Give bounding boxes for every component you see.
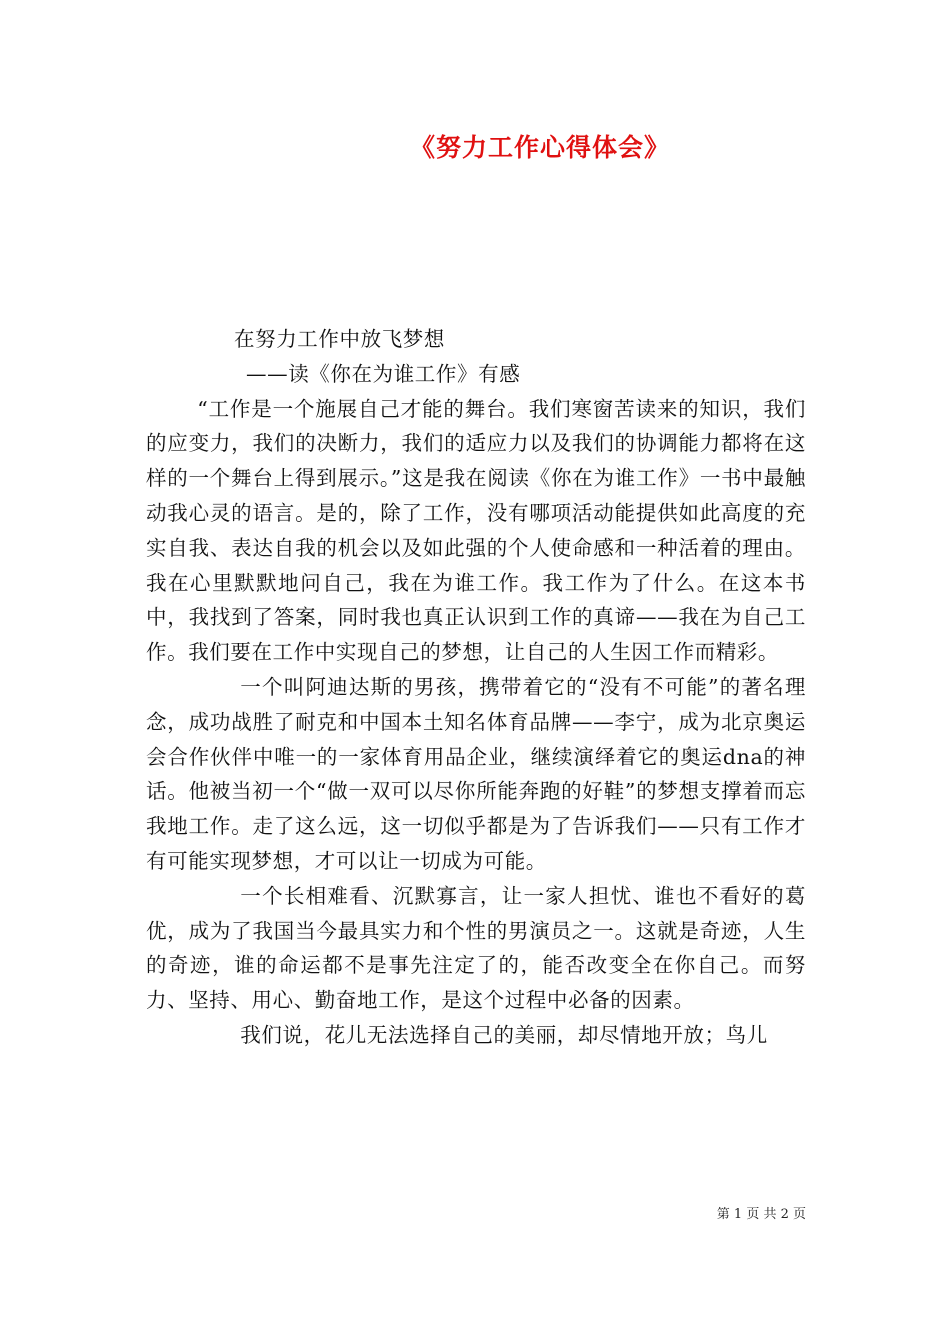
article-heading: 在努力工作中放飞梦想 [234,327,445,351]
page-number: 第 1 页 共 2 页 [716,1207,806,1222]
paragraph-4: 我们说，花儿无法选择自己的美丽，却尽情地开放；鸟儿 [240,1022,768,1047]
document-body [146,322,806,1053]
paragraph-2: 一个叫阿迪达斯的男孩，携带着它的“没有不可能”的著名理念，成功战胜了耐克和中国本土知名体育品牌——李宁，成为北京奥运会合作伙伴中唯一的一家体育用品企业，继续演绎着它的奥运dna的神话。他被当初一个“做一双可以尽你所能奔跑的好鞋”的梦想支撑着而忘我地工作。走了这么远，这一切似乎都是为了告诉我们——只有工作才有可能实现梦想，才可以让一切成为可能。 [146,674,806,873]
document-title: 《努力工作心得体会》 [409,133,670,162]
paragraph-3: 一个长相难看、沉默寡言，让一家人担忧、谁也不看好的葛优，成为了我国当今最具实力和个性的男演员之一。这就是奇迹，人生的奇迹，谁的命运都不是事先注定了的，能否改变全在你自己。而努力、坚持、用心、勤奋地工作，是这个过程中必备的因素。 [146,883,806,1013]
article-subheading: ——读《你在为谁工作》有感 [246,361,521,386]
paragraph-1: “工作是一个施展自己才能的舞台。我们寒窗苦读来的知识，我们的应变力，我们的决断力，我们的适应力以及我们的协调能力都将在这样的一个舞台上得到展示。”这是我在阅读《你在为谁工作》一书中最触动我心灵的语言。是的，除了工作，没有哪项活动能提供如此高度的充实自我、表达自我的机会以及如此强的个人使命感和一种活着的理由。我在心里默默地问自己，我在为谁工作。我工作为了什么。在这本书中，我找到了答案，同时我也真正认识到工作的真谛——我在为自己工作。我们要在工作中实现自己的梦想，让自己的人生因工作而精彩。 [146,396,806,665]
